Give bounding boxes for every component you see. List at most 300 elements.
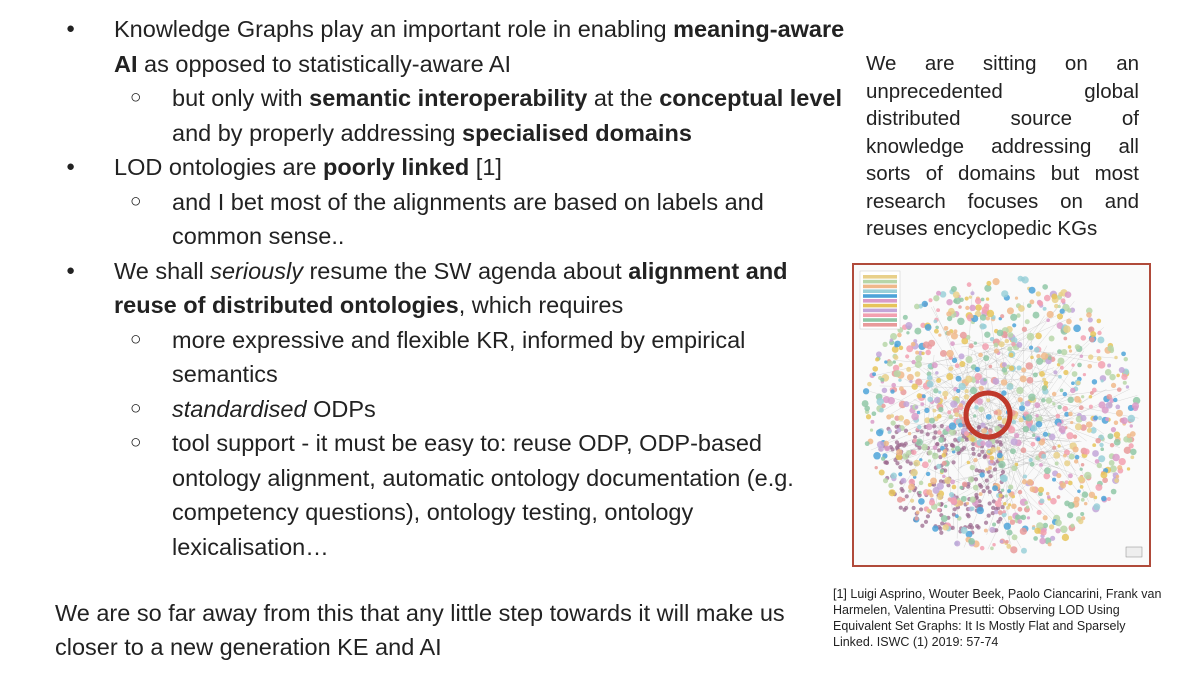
graph-node bbox=[944, 396, 947, 399]
graph-node bbox=[879, 408, 884, 413]
graph-node bbox=[1114, 439, 1121, 446]
graph-node bbox=[920, 524, 924, 528]
graph-node bbox=[1052, 446, 1056, 450]
graph-node bbox=[949, 422, 957, 430]
graph-node bbox=[972, 452, 976, 456]
graph-node bbox=[1068, 412, 1073, 417]
graph-node bbox=[867, 382, 872, 387]
graph-node bbox=[915, 405, 919, 409]
graph-node bbox=[935, 371, 939, 375]
graph-node bbox=[1027, 479, 1033, 485]
graph-node bbox=[897, 497, 903, 503]
graph-node bbox=[906, 367, 911, 372]
graph-node bbox=[913, 438, 917, 442]
graph-node bbox=[1073, 446, 1079, 452]
graph-node bbox=[932, 424, 936, 428]
graph-node bbox=[929, 493, 933, 497]
bullet-list bbox=[66, 12, 846, 564]
graph-node bbox=[986, 281, 991, 286]
graph-node bbox=[984, 521, 988, 525]
graph-node bbox=[980, 472, 985, 477]
graph-node bbox=[1039, 499, 1044, 504]
text-segment: alignment and reuse of distributed ontologies bbox=[114, 257, 788, 318]
graph-node bbox=[968, 476, 974, 482]
graph-node bbox=[872, 366, 878, 372]
graph-node bbox=[1070, 421, 1073, 424]
graph-node bbox=[1044, 295, 1051, 302]
graph-node bbox=[1088, 354, 1093, 359]
graph-node bbox=[873, 452, 881, 460]
graph-node bbox=[936, 464, 941, 469]
graph-node bbox=[1057, 405, 1061, 409]
graph-node bbox=[1090, 331, 1096, 337]
graph-node bbox=[905, 494, 909, 498]
graph-node bbox=[989, 365, 993, 369]
graph-node bbox=[970, 291, 974, 295]
graph-node bbox=[901, 478, 907, 484]
graph-node bbox=[1066, 432, 1073, 439]
graph-node bbox=[893, 355, 898, 360]
graph-node bbox=[1130, 449, 1137, 456]
graph-node bbox=[1035, 414, 1038, 417]
graph-node bbox=[1070, 388, 1076, 394]
graph-node bbox=[921, 352, 924, 355]
graph-node bbox=[1029, 458, 1033, 462]
graph-node bbox=[977, 453, 981, 457]
graph-node bbox=[1095, 484, 1102, 491]
graph-node bbox=[1063, 337, 1067, 341]
graph-node bbox=[917, 393, 922, 398]
graph-node bbox=[937, 508, 941, 512]
graph-node bbox=[977, 507, 984, 514]
graph-node bbox=[1037, 301, 1043, 307]
graph-node bbox=[1009, 366, 1014, 371]
graph-node bbox=[1111, 383, 1116, 388]
graph-node bbox=[1030, 425, 1037, 432]
graph-node bbox=[1021, 447, 1027, 453]
graph-node bbox=[895, 461, 899, 465]
graph-node bbox=[1047, 495, 1051, 499]
graph-node bbox=[1000, 314, 1004, 318]
graph-node bbox=[865, 441, 870, 446]
graph-node bbox=[1048, 542, 1052, 546]
graph-node bbox=[1068, 473, 1073, 478]
graph-node bbox=[870, 420, 874, 424]
graph-node bbox=[879, 469, 885, 475]
graph-node bbox=[1092, 443, 1096, 447]
graph-node bbox=[1027, 303, 1032, 308]
graph-node bbox=[1071, 381, 1075, 385]
graph-node bbox=[1048, 356, 1052, 360]
graph-node bbox=[970, 465, 975, 470]
graph-node bbox=[1076, 381, 1080, 385]
graph-node bbox=[1018, 397, 1023, 402]
graph-node bbox=[928, 459, 931, 462]
graph-node bbox=[1132, 402, 1139, 409]
graph-node bbox=[978, 406, 984, 412]
graph-node bbox=[981, 298, 985, 302]
graph-node bbox=[955, 363, 960, 368]
graph-node bbox=[1057, 349, 1062, 354]
graph-node bbox=[970, 437, 974, 441]
graph-node bbox=[1075, 344, 1080, 349]
graph-node bbox=[922, 301, 928, 307]
graph-node bbox=[1089, 405, 1093, 409]
graph-node bbox=[898, 465, 902, 469]
graph-node bbox=[975, 304, 982, 311]
graph-node bbox=[1060, 309, 1065, 314]
graph-node bbox=[992, 485, 998, 491]
legend-entry bbox=[863, 275, 897, 279]
graph-node bbox=[1052, 402, 1055, 405]
graph-node bbox=[980, 546, 985, 551]
graph-node bbox=[944, 443, 948, 447]
graph-node bbox=[953, 291, 960, 298]
graph-node bbox=[882, 388, 888, 394]
graph-node bbox=[919, 507, 923, 511]
graph-node bbox=[881, 404, 885, 408]
graph-node bbox=[1130, 424, 1133, 427]
graph-node bbox=[924, 408, 929, 413]
graph-node bbox=[936, 308, 940, 312]
graph-node bbox=[1046, 397, 1052, 403]
graph-node bbox=[1022, 479, 1027, 484]
graph-node bbox=[951, 332, 958, 339]
graph-node bbox=[932, 436, 936, 440]
graph-node bbox=[1060, 526, 1067, 533]
graph-node bbox=[937, 414, 942, 419]
text-segment: more expressive and flexible KR, informed by empirical semantics bbox=[172, 326, 746, 387]
graph-node bbox=[990, 460, 994, 464]
graph-node bbox=[1079, 405, 1084, 410]
graph-node bbox=[899, 506, 903, 510]
graph-node bbox=[1075, 455, 1080, 460]
graph-node bbox=[890, 389, 894, 393]
graph-node bbox=[955, 514, 959, 518]
graph-node bbox=[1011, 503, 1017, 509]
graph-node bbox=[1107, 345, 1114, 352]
graph-node bbox=[1065, 291, 1072, 298]
graph-node bbox=[1020, 375, 1027, 382]
graph-node bbox=[882, 342, 887, 347]
graph-node bbox=[1080, 512, 1084, 516]
graph-node bbox=[1121, 374, 1127, 380]
graph-node bbox=[1114, 356, 1118, 360]
graph-node bbox=[1037, 510, 1042, 515]
graph-node bbox=[1057, 422, 1061, 426]
graph-node bbox=[948, 415, 953, 420]
graph-node bbox=[993, 467, 997, 471]
legend-entry bbox=[863, 304, 897, 308]
graph-node bbox=[964, 394, 970, 400]
graph-node bbox=[1030, 356, 1034, 360]
graph-node bbox=[942, 461, 947, 466]
graph-node bbox=[1074, 459, 1078, 463]
graph-node bbox=[1083, 373, 1086, 376]
graph-node bbox=[1018, 490, 1022, 494]
lod-graph-image bbox=[854, 265, 1149, 565]
text-segment: conceptual level bbox=[659, 85, 843, 111]
graph-node bbox=[905, 459, 909, 463]
graph-node bbox=[1092, 450, 1099, 457]
graph-node bbox=[884, 445, 890, 451]
graph-node bbox=[1105, 369, 1112, 376]
graph-node bbox=[1105, 417, 1109, 421]
graph-node bbox=[937, 430, 941, 434]
graph-node bbox=[1010, 448, 1016, 454]
graph-node bbox=[1119, 367, 1125, 373]
graph-node bbox=[999, 493, 1003, 497]
graph-node bbox=[1010, 438, 1017, 445]
graph-node bbox=[1126, 385, 1129, 388]
graph-node bbox=[900, 442, 904, 446]
bullet-item bbox=[66, 12, 846, 81]
graph-node bbox=[954, 412, 959, 417]
graph-node bbox=[966, 513, 970, 517]
graph-node bbox=[951, 448, 954, 451]
graph-node bbox=[1099, 443, 1103, 447]
graph-node bbox=[1114, 421, 1118, 425]
graph-node bbox=[1111, 427, 1116, 432]
sub-bullet-marker: ○ bbox=[130, 328, 142, 350]
graph-node bbox=[1041, 352, 1048, 359]
graph-node bbox=[997, 453, 1003, 459]
graph-node bbox=[1017, 519, 1022, 524]
graph-node bbox=[911, 450, 916, 455]
graph-node bbox=[1029, 346, 1033, 350]
graph-node bbox=[936, 291, 941, 296]
graph-node bbox=[891, 473, 897, 479]
graph-node bbox=[1068, 481, 1073, 486]
graph-node bbox=[1110, 443, 1114, 447]
graph-node bbox=[890, 339, 893, 342]
graph-node bbox=[969, 305, 975, 311]
graph-node bbox=[1121, 351, 1126, 356]
sub-bullet-marker: ○ bbox=[130, 397, 142, 419]
graph-node bbox=[984, 529, 988, 533]
graph-node bbox=[1098, 401, 1105, 408]
graph-node bbox=[924, 520, 928, 524]
graph-node bbox=[1081, 395, 1084, 398]
graph-node bbox=[1025, 400, 1031, 406]
graph-node bbox=[1000, 540, 1004, 544]
graph-node bbox=[910, 499, 914, 503]
graph-node bbox=[1093, 416, 1098, 421]
graph-node bbox=[1055, 462, 1059, 466]
graph-node bbox=[1098, 416, 1102, 420]
graph-node bbox=[982, 489, 986, 493]
graph-node bbox=[941, 515, 948, 522]
graph-node bbox=[1012, 534, 1018, 540]
graph-node bbox=[1063, 325, 1071, 333]
graph-node bbox=[1002, 362, 1007, 367]
graph-node bbox=[996, 447, 1000, 451]
graph-node bbox=[994, 343, 999, 348]
graph-node bbox=[1030, 486, 1036, 492]
graph-node bbox=[918, 498, 925, 505]
graph-node bbox=[950, 341, 955, 346]
graph-node bbox=[919, 458, 922, 461]
graph-node bbox=[1089, 337, 1095, 343]
graph-node bbox=[1069, 454, 1075, 460]
graph-node bbox=[929, 418, 935, 424]
bullet-marker: ● bbox=[66, 158, 76, 175]
graph-node bbox=[1026, 362, 1033, 369]
graph-node bbox=[958, 305, 962, 309]
graph-node bbox=[1063, 454, 1067, 458]
graph-node bbox=[1023, 426, 1030, 433]
graph-node bbox=[933, 295, 939, 301]
graph-node bbox=[894, 344, 898, 348]
graph-node bbox=[950, 497, 957, 504]
graph-node bbox=[1010, 314, 1017, 321]
graph-node bbox=[1049, 434, 1056, 441]
graph-node bbox=[969, 344, 974, 349]
graph-node bbox=[917, 411, 920, 414]
graph-node bbox=[1018, 507, 1023, 512]
graph-node bbox=[1080, 485, 1084, 489]
graph-node bbox=[1002, 367, 1008, 373]
graph-node bbox=[950, 479, 955, 484]
graph-node bbox=[1033, 312, 1040, 319]
graph-node bbox=[1128, 415, 1136, 423]
graph-node bbox=[1019, 417, 1024, 422]
graph-node bbox=[950, 443, 954, 447]
graph-node bbox=[897, 333, 902, 338]
graph-node bbox=[969, 295, 972, 298]
legend-entry bbox=[863, 299, 897, 303]
graph-node bbox=[906, 450, 911, 455]
graph-node bbox=[1115, 405, 1120, 410]
graph-node bbox=[1066, 319, 1072, 325]
graph-node bbox=[870, 429, 873, 432]
graph-node bbox=[1067, 396, 1074, 403]
graph-node bbox=[1127, 433, 1132, 438]
graph-node bbox=[890, 420, 895, 425]
graph-node bbox=[884, 360, 887, 363]
graph-node bbox=[966, 502, 969, 505]
graph-node bbox=[1008, 484, 1013, 489]
graph-node bbox=[1055, 528, 1060, 533]
graph-node bbox=[988, 466, 992, 470]
graph-node bbox=[959, 486, 963, 490]
graph-node bbox=[1024, 501, 1028, 505]
graph-node bbox=[1082, 491, 1089, 498]
graph-node bbox=[983, 355, 989, 361]
sub-bullet-item bbox=[66, 185, 846, 254]
graph-link bbox=[870, 358, 952, 376]
graph-node bbox=[940, 469, 944, 473]
graph-node bbox=[1083, 449, 1089, 455]
graph-node bbox=[1101, 496, 1107, 502]
graph-node bbox=[913, 460, 920, 467]
graph-node bbox=[1016, 387, 1023, 394]
graph-node bbox=[1058, 375, 1062, 379]
graph-node bbox=[1101, 379, 1104, 382]
graph-node bbox=[911, 342, 916, 347]
graph-node bbox=[875, 357, 879, 361]
graph-node bbox=[888, 397, 895, 404]
graph-node bbox=[877, 441, 884, 448]
graph-node bbox=[932, 453, 939, 460]
graph-node bbox=[959, 414, 963, 418]
graph-node bbox=[1071, 363, 1074, 366]
graph-node bbox=[980, 450, 984, 454]
graph-node bbox=[926, 424, 933, 431]
graph-node bbox=[1049, 336, 1055, 342]
graph-node bbox=[1039, 463, 1043, 467]
sub-bullet-item bbox=[66, 426, 846, 564]
graph-node bbox=[975, 298, 981, 304]
graph-node bbox=[927, 509, 931, 513]
graph-node bbox=[940, 350, 947, 357]
graph-node bbox=[992, 278, 999, 285]
graph-node bbox=[959, 353, 965, 359]
graph-node bbox=[973, 458, 977, 462]
graph-node bbox=[875, 466, 878, 469]
legend-entry bbox=[863, 285, 897, 289]
graph-node bbox=[919, 481, 924, 486]
graph-node bbox=[954, 297, 961, 304]
graph-node bbox=[905, 322, 912, 329]
graph-node bbox=[999, 341, 1005, 347]
graph-node bbox=[1059, 426, 1066, 433]
graph-node bbox=[898, 415, 904, 421]
graph-node bbox=[1021, 548, 1027, 554]
graph-node bbox=[989, 527, 995, 533]
graph-node bbox=[1098, 361, 1106, 369]
graph-node bbox=[973, 485, 979, 491]
graph-node bbox=[980, 314, 987, 321]
text-segment: and by properly addressing bbox=[172, 119, 463, 146]
graph-node bbox=[1060, 482, 1066, 488]
graph-node bbox=[1006, 544, 1011, 549]
graph-node bbox=[1092, 379, 1097, 384]
graph-node bbox=[881, 456, 885, 460]
graph-node bbox=[958, 383, 965, 390]
graph-node bbox=[1009, 353, 1014, 358]
graph-node bbox=[1077, 363, 1082, 368]
graph-node bbox=[1058, 292, 1063, 297]
graph-node bbox=[876, 351, 882, 357]
graph-node bbox=[1060, 389, 1064, 393]
graph-node bbox=[1106, 394, 1112, 400]
graph-node bbox=[1095, 438, 1101, 444]
graph-node bbox=[1073, 325, 1081, 333]
graph-node bbox=[888, 430, 892, 434]
graph-node bbox=[951, 286, 957, 292]
graph-node bbox=[1011, 342, 1015, 346]
graph-node bbox=[1027, 333, 1035, 341]
graph-node bbox=[968, 538, 975, 545]
graph-node bbox=[965, 356, 972, 363]
graph-node bbox=[926, 472, 930, 476]
graph-node bbox=[890, 414, 894, 418]
graph-node bbox=[932, 362, 938, 368]
graph-node bbox=[935, 326, 939, 330]
graph-node bbox=[994, 510, 999, 515]
graph-node bbox=[983, 378, 986, 381]
graph-node bbox=[965, 306, 969, 310]
graph-node bbox=[866, 414, 871, 419]
graph-node bbox=[1089, 395, 1093, 399]
graph-node bbox=[974, 341, 977, 344]
graph-node bbox=[954, 541, 960, 547]
graph-node bbox=[986, 398, 990, 402]
graph-node bbox=[1116, 475, 1120, 479]
graph-node bbox=[1007, 530, 1013, 536]
sub-bullet-marker: ○ bbox=[130, 87, 142, 108]
